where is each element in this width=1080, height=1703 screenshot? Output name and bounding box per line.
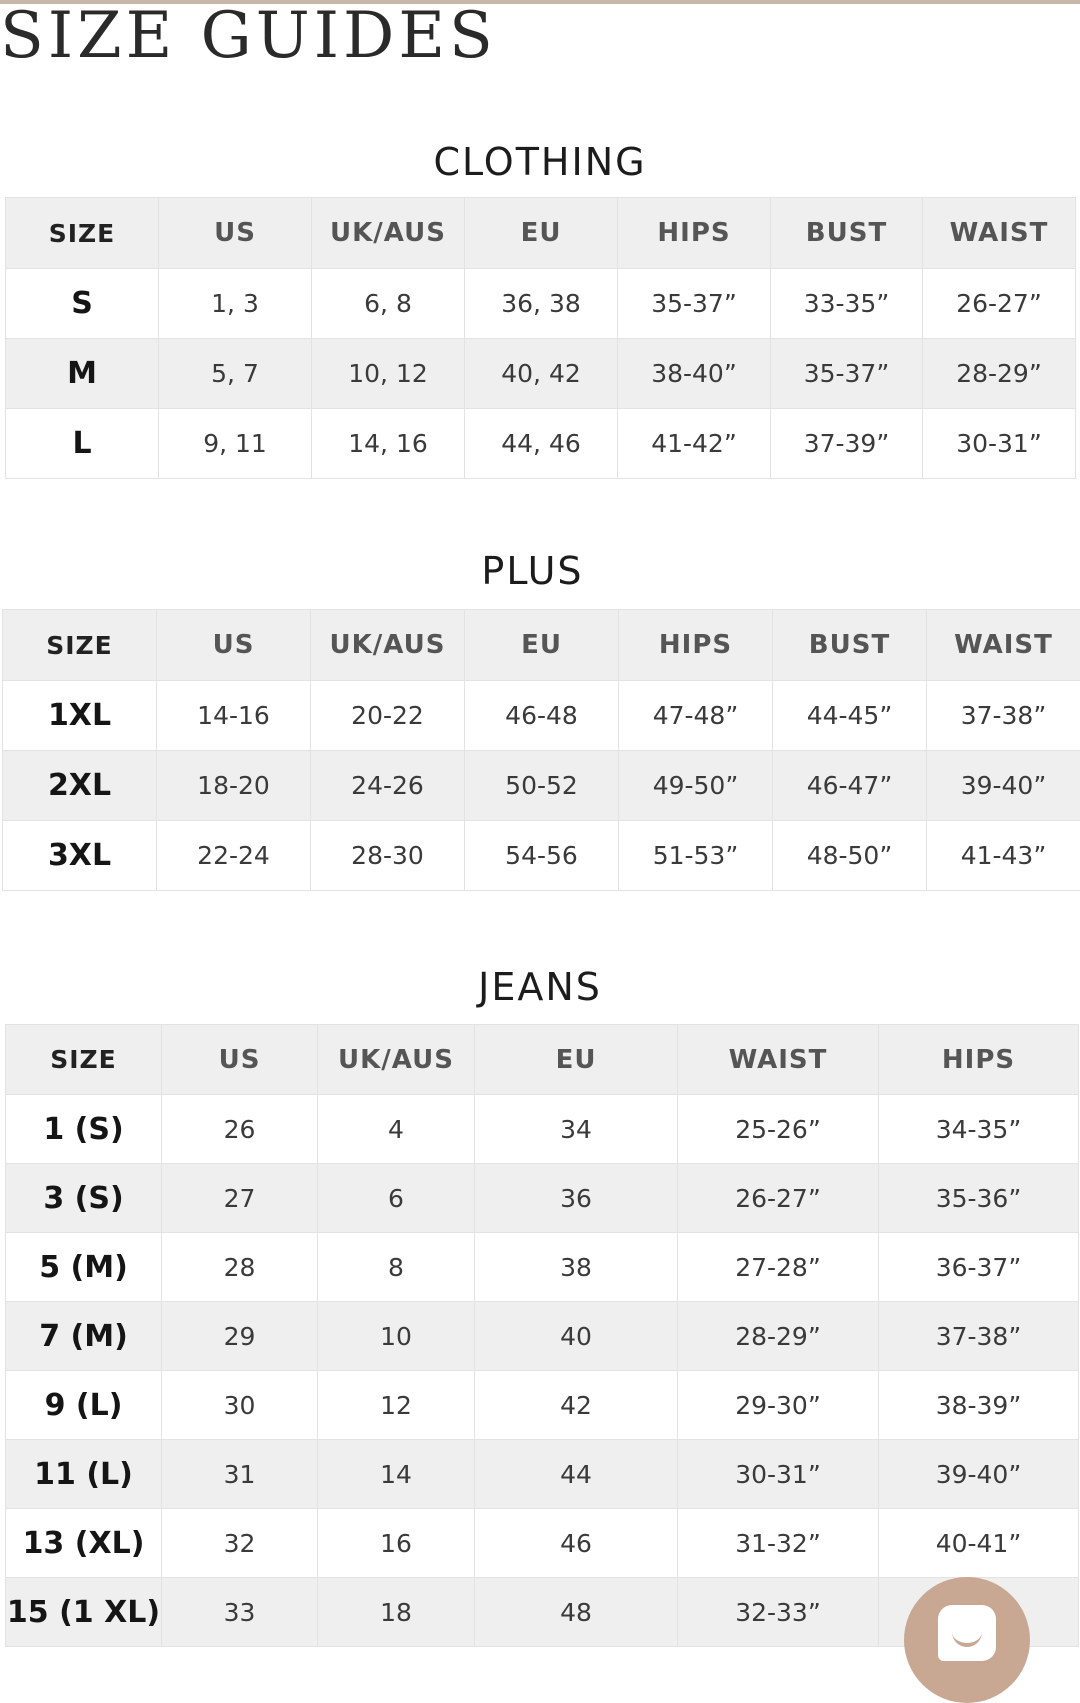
size-cell: 3XL: [3, 821, 157, 891]
column-header-us: US: [159, 198, 312, 269]
table-row: [3, 821, 1080, 891]
eu-cell: 36: [475, 1164, 678, 1233]
us-cell: 31: [162, 1440, 318, 1509]
waist-cell: 30-31”: [678, 1440, 879, 1509]
us-cell: 26: [162, 1095, 318, 1164]
table-row: [6, 1302, 1079, 1371]
column-header-size: SIZE: [6, 198, 159, 269]
us-cell: 30: [162, 1371, 318, 1440]
column-header-eu: EU: [475, 1025, 678, 1095]
hips-cell: 38-39”: [879, 1371, 1079, 1440]
size-cell: 1XL: [3, 681, 157, 751]
eu-cell: 34: [475, 1095, 678, 1164]
plus-section-title: PLUS: [430, 549, 635, 593]
waist-cell: 37-38”: [927, 681, 1080, 751]
column-header-eu: EU: [465, 610, 619, 681]
column-header-hips: HIPS: [879, 1025, 1079, 1095]
column-header-uk-aus: UK/AUS: [311, 610, 465, 681]
table-header-row: [6, 1025, 1079, 1095]
table-row: [6, 1371, 1079, 1440]
waist-cell: 39-40”: [927, 751, 1080, 821]
column-header-bust: BUST: [773, 610, 927, 681]
hips-cell: 51-53”: [619, 821, 773, 891]
size-cell: 1 (S): [6, 1095, 162, 1164]
uk-aus-cell: 14, 16: [312, 409, 465, 479]
bust-cell: 46-47”: [773, 751, 927, 821]
column-header-size: SIZE: [6, 1025, 162, 1095]
bust-cell: 33-35”: [771, 269, 923, 339]
column-header-uk-aus: UK/AUS: [312, 198, 465, 269]
clothing-size-table: [5, 197, 1076, 479]
chat-bubble-icon: [938, 1605, 996, 1661]
waist-cell: 26-27”: [678, 1164, 879, 1233]
us-cell: 1, 3: [159, 269, 312, 339]
uk-aus-cell: 10, 12: [312, 339, 465, 409]
bust-cell: 35-37”: [771, 339, 923, 409]
eu-cell: 46-48: [465, 681, 619, 751]
uk-aus-cell: 8: [318, 1233, 475, 1302]
uk-aus-cell: 12: [318, 1371, 475, 1440]
waist-cell: 28-29”: [678, 1302, 879, 1371]
size-cell: 15 (1 XL): [6, 1578, 162, 1647]
us-cell: 5, 7: [159, 339, 312, 409]
eu-cell: 36, 38: [465, 269, 618, 339]
uk-aus-cell: 10: [318, 1302, 475, 1371]
us-cell: 29: [162, 1302, 318, 1371]
hips-cell: 35-37”: [618, 269, 771, 339]
column-header-size: SIZE: [3, 610, 157, 681]
hips-cell: 49-50”: [619, 751, 773, 821]
eu-cell: 46: [475, 1509, 678, 1578]
table-row: [6, 269, 1076, 339]
size-cell: 2XL: [3, 751, 157, 821]
table-row: [3, 751, 1080, 821]
uk-aus-cell: 28-30: [311, 821, 465, 891]
eu-cell: 44: [475, 1440, 678, 1509]
waist-cell: 25-26”: [678, 1095, 879, 1164]
uk-aus-cell: 20-22: [311, 681, 465, 751]
us-cell: 22-24: [157, 821, 311, 891]
size-cell: 5 (M): [6, 1233, 162, 1302]
hips-cell: 41-42”: [618, 409, 771, 479]
table-row: [6, 1509, 1079, 1578]
bust-cell: 37-39”: [771, 409, 923, 479]
jeans-section-title: JEANS: [425, 965, 655, 1009]
hips-cell: 37-38”: [879, 1302, 1079, 1371]
waist-cell: 27-28”: [678, 1233, 879, 1302]
size-cell: 11 (L): [6, 1440, 162, 1509]
table-row: [6, 1095, 1079, 1164]
size-cell: S: [6, 269, 159, 339]
hips-cell: 39-40”: [879, 1440, 1079, 1509]
waist-cell: 26-27”: [923, 269, 1076, 339]
uk-aus-cell: 18: [318, 1578, 475, 1647]
column-header-waist: WAIST: [923, 198, 1076, 269]
hips-cell: 47-48”: [619, 681, 773, 751]
column-header-eu: EU: [465, 198, 618, 269]
jeans-size-table: [5, 1024, 1079, 1647]
clothing-section-title: CLOTHING: [380, 140, 700, 184]
us-cell: 28: [162, 1233, 318, 1302]
us-cell: 27: [162, 1164, 318, 1233]
hips-cell: 34-35”: [879, 1095, 1079, 1164]
column-header-hips: HIPS: [619, 610, 773, 681]
eu-cell: 40: [475, 1302, 678, 1371]
uk-aus-cell: 16: [318, 1509, 475, 1578]
size-cell: L: [6, 409, 159, 479]
table-header-row: [3, 610, 1080, 681]
page-title: SIZE GUIDES: [0, 0, 497, 76]
eu-cell: 42: [475, 1371, 678, 1440]
table-row: [6, 1440, 1079, 1509]
us-cell: 18-20: [157, 751, 311, 821]
bust-cell: 44-45”: [773, 681, 927, 751]
column-header-us: US: [162, 1025, 318, 1095]
size-cell: 7 (M): [6, 1302, 162, 1371]
size-cell: 13 (XL): [6, 1509, 162, 1578]
uk-aus-cell: 14: [318, 1440, 475, 1509]
eu-cell: 40, 42: [465, 339, 618, 409]
column-header-bust: BUST: [771, 198, 923, 269]
column-header-waist: WAIST: [927, 610, 1080, 681]
eu-cell: 50-52: [465, 751, 619, 821]
waist-cell: 31-32”: [678, 1509, 879, 1578]
column-header-uk-aus: UK/AUS: [318, 1025, 475, 1095]
waist-cell: 28-29”: [923, 339, 1076, 409]
us-cell: 32: [162, 1509, 318, 1578]
table-row: [6, 1233, 1079, 1302]
eu-cell: 38: [475, 1233, 678, 1302]
waist-cell: 30-31”: [923, 409, 1076, 479]
table-header-row: [6, 198, 1076, 269]
eu-cell: 48: [475, 1578, 678, 1647]
hips-cell: 36-37”: [879, 1233, 1079, 1302]
size-cell: 9 (L): [6, 1371, 162, 1440]
hips-cell: 35-36”: [879, 1164, 1079, 1233]
uk-aus-cell: 24-26: [311, 751, 465, 821]
table-row: [6, 409, 1076, 479]
table-row: [6, 1164, 1079, 1233]
column-header-waist: WAIST: [678, 1025, 879, 1095]
column-header-hips: HIPS: [618, 198, 771, 269]
size-cell: 3 (S): [6, 1164, 162, 1233]
size-cell: M: [6, 339, 159, 409]
eu-cell: 54-56: [465, 821, 619, 891]
uk-aus-cell: 4: [318, 1095, 475, 1164]
waist-cell: 41-43”: [927, 821, 1080, 891]
uk-aus-cell: 6: [318, 1164, 475, 1233]
hips-cell: 40-41”: [879, 1509, 1079, 1578]
plus-size-table: [2, 609, 1080, 891]
table-row: [3, 681, 1080, 751]
chat-launcher-button[interactable]: [904, 1577, 1030, 1703]
eu-cell: 44, 46: [465, 409, 618, 479]
column-header-us: US: [157, 610, 311, 681]
uk-aus-cell: 6, 8: [312, 269, 465, 339]
waist-cell: 32-33”: [678, 1578, 879, 1647]
table-row: [6, 339, 1076, 409]
hips-cell: 38-40”: [618, 339, 771, 409]
us-cell: 33: [162, 1578, 318, 1647]
waist-cell: 29-30”: [678, 1371, 879, 1440]
bust-cell: 48-50”: [773, 821, 927, 891]
us-cell: 9, 11: [159, 409, 312, 479]
us-cell: 14-16: [157, 681, 311, 751]
